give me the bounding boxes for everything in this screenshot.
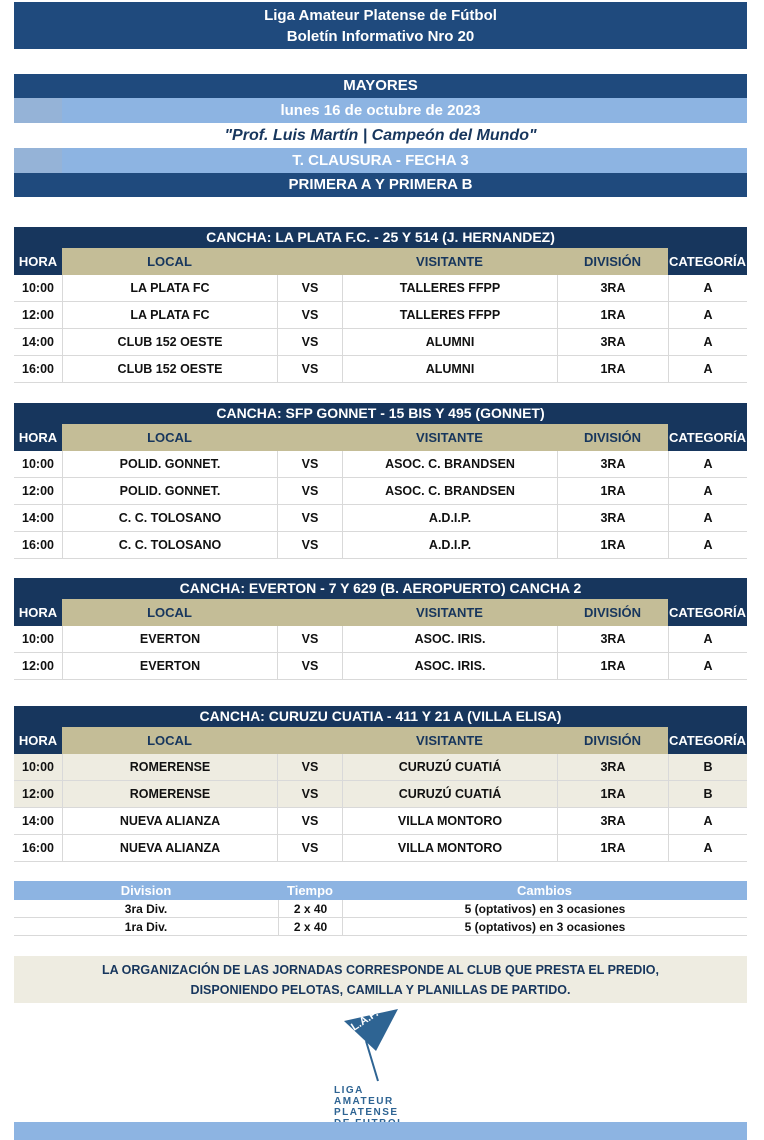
match-vs: VS	[277, 808, 342, 834]
venue-column-headers	[14, 599, 747, 626]
match-visitante-team: ALUMNI	[342, 356, 557, 382]
match-categoria: A	[668, 329, 747, 355]
col-header-hora: HORA	[14, 424, 62, 451]
match-local-team: C. C. TOLOSANO	[62, 532, 277, 558]
match-hora: 10:00	[22, 281, 54, 295]
rules-table-header	[14, 881, 747, 900]
match-division: 1RA	[557, 835, 668, 861]
match-local-team: ROMERENSE	[62, 754, 277, 780]
match-vs: VS	[277, 478, 342, 504]
match-vs: VS	[277, 505, 342, 531]
match-vs: VS	[277, 653, 342, 679]
rules-division-value: 1ra Div.	[124, 919, 168, 934]
match-row	[14, 302, 747, 329]
date-bar	[14, 98, 747, 123]
match-local-team: C. C. TOLOSANO	[62, 505, 277, 531]
match-division: 1RA	[557, 302, 668, 328]
col-header-visitante: VISITANTE	[342, 727, 557, 754]
svg-text:L.A.P.: L.A.P.	[349, 1007, 381, 1034]
col-header-categoria: CATEGORÍA	[668, 424, 747, 451]
match-vs: VS	[277, 754, 342, 780]
match-categoria: A	[668, 451, 747, 477]
match-visitante-team: VILLA MONTORO	[342, 808, 557, 834]
match-row	[14, 653, 747, 680]
quote-label: "Prof. Luis Martín | Campeón del Mundo"	[224, 127, 537, 144]
match-hora: 12:00	[22, 484, 54, 498]
col-header-visitante: VISITANTE	[342, 248, 557, 275]
pennant-flag-icon	[336, 1007, 408, 1085]
col-header-visitante: VISITANTE	[342, 424, 557, 451]
match-local-team: LA PLATA FC	[62, 275, 277, 301]
divisions-label: PRIMERA A Y PRIMERA B	[288, 176, 473, 193]
note-line-2: DISPONIENDO PELOTAS, CAMILLA Y PLANILLAS DE PARTIDO.	[190, 982, 571, 997]
match-division: 1RA	[557, 781, 668, 807]
league-logo	[334, 1007, 429, 1129]
match-division: 1RA	[557, 532, 668, 558]
match-categoria: A	[668, 275, 747, 301]
match-visitante-team: TALLERES FFPP	[342, 302, 557, 328]
col-header-vs	[277, 599, 342, 626]
venue-title: CANCHA: CURUZU CUATIA - 411 Y 21 A (VILLA ELISA)	[14, 706, 747, 727]
match-row	[14, 356, 747, 383]
rules-table	[14, 881, 747, 936]
divisions-bar	[14, 173, 747, 197]
match-visitante-team: ASOC. C. BRANDSEN	[342, 451, 557, 477]
rules-cambios-value: 5 (optativos) en 3 ocasiones	[342, 918, 747, 935]
logo-line: LIGA	[334, 1085, 364, 1096]
rules-row	[14, 918, 747, 936]
league-title: Liga Amateur Platense de Fútbol	[264, 6, 497, 24]
match-hora: 10:00	[22, 760, 54, 774]
match-division: 3RA	[557, 626, 668, 652]
rules-cambios-value: 5 (optativos) en 3 ocasiones	[342, 900, 747, 917]
rules-col-cambios: Cambios	[517, 883, 572, 898]
rules-division-value: 3ra Div.	[124, 901, 168, 916]
match-local-team: CLUB 152 OESTE	[62, 356, 277, 382]
match-row	[14, 754, 747, 781]
col-header-categoria: CATEGORÍA	[668, 248, 747, 275]
col-header-categoria: CATEGORÍA	[668, 727, 747, 754]
venue-title: CANCHA: SFP GONNET - 15 BIS Y 495 (GONNET)	[14, 403, 747, 424]
rules-col-tiempo: Tiempo	[287, 883, 333, 898]
match-row	[14, 781, 747, 808]
match-row	[14, 478, 747, 505]
match-row	[14, 505, 747, 532]
match-row	[14, 626, 747, 653]
col-header-local: LOCAL	[62, 727, 277, 754]
match-division: 3RA	[557, 275, 668, 301]
rules-tiempo-value: 2 x 40	[278, 900, 342, 917]
col-header-division: DIVISIÓN	[557, 248, 668, 275]
match-categoria: A	[668, 356, 747, 382]
match-categoria: B	[668, 781, 747, 807]
match-visitante-team: ASOC. IRIS.	[342, 653, 557, 679]
match-categoria: A	[668, 302, 747, 328]
match-visitante-team: VILLA MONTORO	[342, 835, 557, 861]
match-categoria: A	[668, 505, 747, 531]
match-row	[14, 451, 747, 478]
match-visitante-team: CURUZÚ CUATIÁ	[342, 781, 557, 807]
rules-table-body	[14, 900, 747, 936]
match-row	[14, 835, 747, 862]
note-line-1: LA ORGANIZACIÓN DE LAS JORNADAS CORRESPONDE AL CLUB QUE PRESTA EL PREDIO,	[102, 962, 659, 977]
match-division: 1RA	[557, 356, 668, 382]
match-visitante-team: CURUZÚ CUATIÁ	[342, 754, 557, 780]
bulletin-number: Boletín Informativo Nro 20	[286, 27, 475, 45]
venue-tables	[0, 227, 764, 862]
venue-table	[14, 578, 747, 680]
logo-line: AMATEUR	[334, 1096, 394, 1107]
col-header-local: LOCAL	[62, 599, 277, 626]
match-hora: 16:00	[22, 538, 54, 552]
quote-bar	[14, 123, 747, 148]
stage-label: T. CLAUSURA - FECHA 3	[292, 152, 469, 169]
rules-row	[14, 900, 747, 918]
col-header-local: LOCAL	[62, 248, 277, 275]
match-hora: 12:00	[22, 787, 54, 801]
venue-table	[14, 227, 747, 383]
col-header-categoria: CATEGORÍA	[668, 599, 747, 626]
match-hora: 12:00	[22, 659, 54, 673]
date-label: lunes 16 de octubre de 2023	[280, 102, 481, 119]
match-categoria: B	[668, 754, 747, 780]
page-header	[14, 2, 747, 49]
rules-tiempo-value: 2 x 40	[278, 918, 342, 935]
match-division: 3RA	[557, 505, 668, 531]
match-local-team: ROMERENSE	[62, 781, 277, 807]
match-local-team: EVERTON	[62, 626, 277, 652]
match-visitante-team: TALLERES FFPP	[342, 275, 557, 301]
logo-line: PLATENSE	[334, 1107, 399, 1118]
stage-bar	[14, 148, 747, 173]
rules-col-division: Division	[120, 883, 172, 898]
match-row	[14, 808, 747, 835]
match-vs: VS	[277, 356, 342, 382]
match-hora: 10:00	[22, 457, 54, 471]
match-hora: 14:00	[22, 814, 54, 828]
match-local-team: EVERTON	[62, 653, 277, 679]
venue-title: CANCHA: LA PLATA F.C. - 25 Y 514 (J. HERNANDEZ)	[14, 227, 747, 248]
match-local-team: POLID. GONNET.	[62, 478, 277, 504]
match-row	[14, 532, 747, 559]
match-visitante-team: ASOC. IRIS.	[342, 626, 557, 652]
match-vs: VS	[277, 329, 342, 355]
col-header-local: LOCAL	[62, 424, 277, 451]
match-categoria: A	[668, 653, 747, 679]
match-row	[14, 275, 747, 302]
match-vs: VS	[277, 451, 342, 477]
match-categoria: A	[668, 532, 747, 558]
match-hora: 16:00	[22, 841, 54, 855]
venue-column-headers	[14, 248, 747, 275]
match-visitante-team: A.D.I.P.	[342, 532, 557, 558]
match-division: 3RA	[557, 329, 668, 355]
match-categoria: A	[668, 626, 747, 652]
match-local-team: LA PLATA FC	[62, 302, 277, 328]
match-row	[14, 329, 747, 356]
col-header-vs	[277, 424, 342, 451]
match-categoria: A	[668, 835, 747, 861]
match-vs: VS	[277, 275, 342, 301]
match-vs: VS	[277, 781, 342, 807]
match-division: 3RA	[557, 754, 668, 780]
match-vs: VS	[277, 532, 342, 558]
match-local-team: NUEVA ALIANZA	[62, 808, 277, 834]
match-division: 3RA	[557, 451, 668, 477]
col-header-hora: HORA	[14, 599, 62, 626]
match-visitante-team: ASOC. C. BRANDSEN	[342, 478, 557, 504]
category-header-bar	[14, 74, 747, 98]
match-hora: 16:00	[22, 362, 54, 376]
col-header-hora: HORA	[14, 727, 62, 754]
match-division: 3RA	[557, 808, 668, 834]
category-header-label: MAYORES	[343, 77, 418, 94]
col-header-division: DIVISIÓN	[557, 424, 668, 451]
match-vs: VS	[277, 835, 342, 861]
match-visitante-team: A.D.I.P.	[342, 505, 557, 531]
col-header-division: DIVISIÓN	[557, 727, 668, 754]
match-visitante-team: ALUMNI	[342, 329, 557, 355]
col-header-hora: HORA	[14, 248, 62, 275]
match-vs: VS	[277, 626, 342, 652]
venue-column-headers	[14, 727, 747, 754]
match-local-team: NUEVA ALIANZA	[62, 835, 277, 861]
venue-column-headers	[14, 424, 747, 451]
match-hora: 10:00	[22, 632, 54, 646]
match-division: 1RA	[557, 653, 668, 679]
match-hora: 14:00	[22, 511, 54, 525]
col-header-vs	[277, 727, 342, 754]
col-header-division: DIVISIÓN	[557, 599, 668, 626]
match-hora: 12:00	[22, 308, 54, 322]
venue-table	[14, 403, 747, 559]
match-division: 1RA	[557, 478, 668, 504]
match-categoria: A	[668, 478, 747, 504]
match-categoria: A	[668, 808, 747, 834]
match-vs: VS	[277, 302, 342, 328]
match-local-team: CLUB 152 OESTE	[62, 329, 277, 355]
venue-table	[14, 706, 747, 862]
organization-note	[14, 956, 747, 1003]
col-header-visitante: VISITANTE	[342, 599, 557, 626]
venue-title: CANCHA: EVERTON - 7 Y 629 (B. AEROPUERTO) CANCHA 2	[14, 578, 747, 599]
match-local-team: POLID. GONNET.	[62, 451, 277, 477]
match-hora: 14:00	[22, 335, 54, 349]
footer-bar	[14, 1122, 747, 1140]
col-header-vs	[277, 248, 342, 275]
